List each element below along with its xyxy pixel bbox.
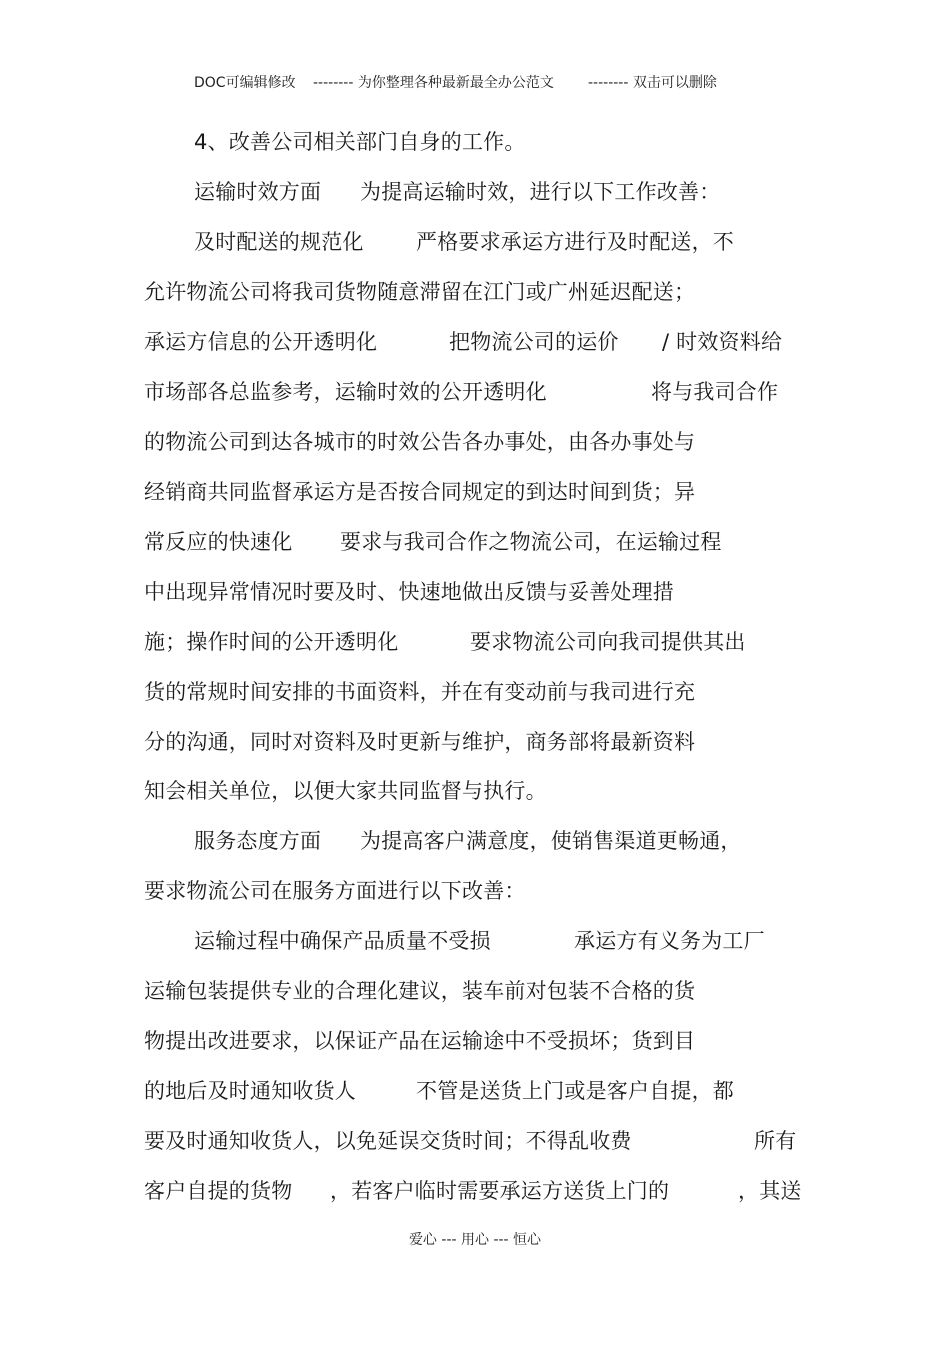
text-segment: 承运方有义务为工厂 [574, 929, 765, 953]
text-segment: 的地后及时通知收货人 [144, 1079, 356, 1103]
text-segment: ，其送 [738, 1179, 802, 1203]
text-segment: 客户自提的货物 [144, 1179, 293, 1203]
page-footer: 爱心 --- 用心 --- 恒心 [408, 1232, 542, 1248]
text-segment: 常反应的快速化 [144, 530, 293, 554]
text-segment: 货的常规时间安排的书面资料，并在有变动前与我司进行充 [144, 680, 696, 704]
text-segment: 及时配送的规范化 [194, 230, 364, 254]
text-segment: ，若客户临时需要承运方送货上门的 [330, 1179, 670, 1203]
text-segment: 中出现异常情况时要及时、快速地做出反馈与妥善处理措 [144, 580, 674, 604]
text-segment: 允许物流公司将我司货物随意滞留在江门或广州延迟配送； [144, 280, 696, 304]
text-segment: 物提出改进要求，以保证产品在运输途中不受损坏；货到目 [144, 1029, 696, 1053]
text-segment: 分的沟通，同时对资料及时更新与维护，商务部将最新资料 [144, 730, 696, 754]
text-segment: 所有 [754, 1129, 797, 1153]
text-segment: 要求与我司合作之物流公司，在运输过程 [340, 530, 722, 554]
text-segment: 市场部各总监参考，运输时效的公开透明化 [144, 380, 547, 404]
header-left: DOC可编辑修改 [194, 75, 296, 91]
text-segment: 将与我司合作 [651, 380, 779, 404]
text-segment: 把物流公司的运价 [449, 330, 619, 354]
text-segment: 要求物流公司在服务方面进行以下改善： [144, 879, 526, 903]
text-segment: 要及时通知收货人，以免延误交货时间；不得乱收费 [144, 1129, 632, 1153]
text-segment: 经销商共同监督承运方是否按合同规定的到达时间到货；异 [144, 480, 696, 504]
text-segment: 为提高运输时效，进行以下工作改善： [360, 180, 721, 204]
text-segment: 运输时效方面 [194, 180, 322, 204]
text-segment: 知会相关单位，以便大家共同监督与执行。 [144, 779, 547, 803]
text-segment: / 时效资料给 [662, 330, 783, 354]
text-segment: 服务态度方面 [194, 829, 322, 853]
text-segment: 承运方信息的公开透明化 [144, 330, 378, 354]
text-segment: 施；操作时间的公开透明化 [144, 630, 399, 654]
text-segment: 为提高客户满意度，使销售渠道更畅通， [360, 829, 742, 853]
text-segment: 不管是送货上门或是客户自提，都 [416, 1079, 734, 1103]
page-header [0, 72, 950, 94]
text-segment: 要求物流公司向我司提供其出 [470, 630, 746, 654]
text-segment: 严格要求承运方进行及时配送，不 [416, 230, 734, 254]
text-segment: 运输包装提供专业的合理化建议，装车前对包装不合格的货 [144, 979, 696, 1003]
text-segment: 的物流公司到达各城市的时效公告各办事处，由各办事处与 [144, 430, 696, 454]
header-right: -------- 双击可以删除 [588, 75, 717, 91]
text-segment: 运输过程中确保产品质量不受损 [194, 929, 491, 953]
text-segment: 4、改善公司相关部门自身的工作。 [194, 130, 526, 154]
header-middle: -------- 为你整理各种最新最全办公范文 [313, 75, 554, 91]
